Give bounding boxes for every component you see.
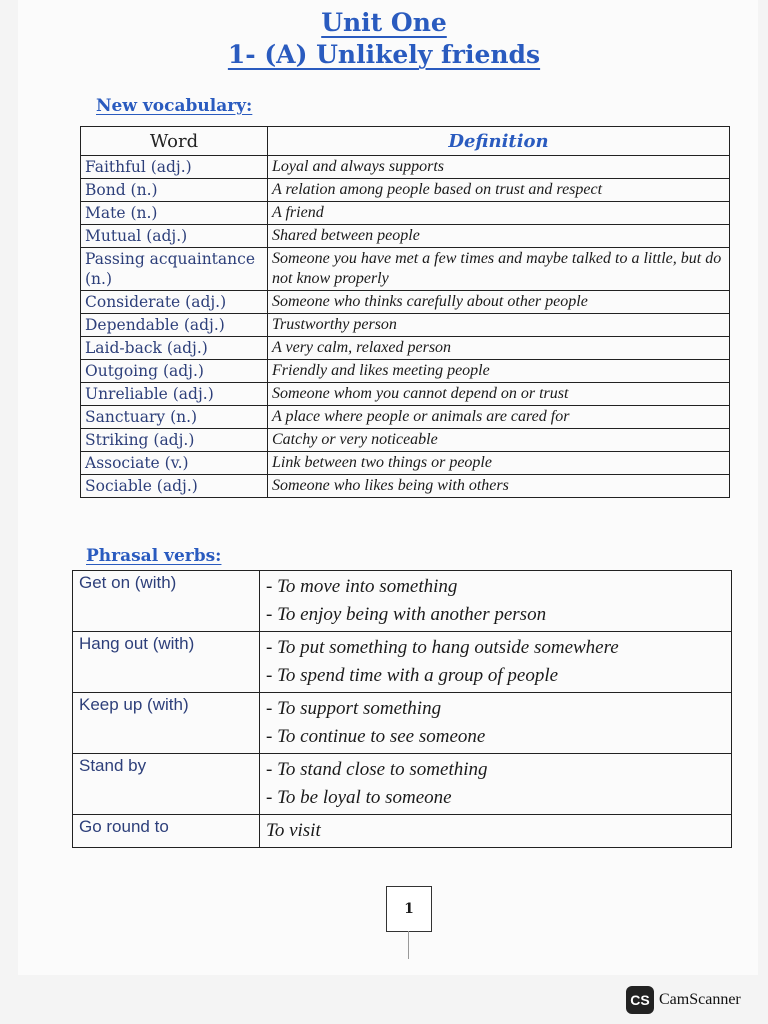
camscanner-logo-icon: CS (626, 986, 654, 1014)
vocab-word: Bond (n.) (81, 179, 268, 202)
unit-title: Unit One (321, 8, 447, 37)
phrasal-meaning: - To continue to see someone (266, 726, 486, 747)
vocabulary-header-row (81, 127, 730, 156)
vocab-word: Outgoing (adj.) (81, 360, 268, 383)
table-row (81, 406, 730, 429)
vocab-word: Sanctuary (n.) (81, 406, 268, 429)
word-column-header: Word (81, 127, 268, 156)
vocab-definition: A place where people or animals are cared for (268, 406, 730, 429)
phrasal-meanings (260, 754, 732, 815)
vocab-word: Unreliable (adj.) (81, 383, 268, 406)
vocab-word: Dependable (adj.) (81, 314, 268, 337)
phrasal-meaning: To visit (266, 820, 321, 841)
camscanner-brand-name: CamScanner (659, 991, 741, 1008)
vocab-word: Mate (n.) (81, 202, 268, 225)
vocab-definition: Catchy or very noticeable (268, 429, 730, 452)
phrasal-verb: Stand by (73, 754, 260, 815)
table-row (81, 179, 730, 202)
table-row (81, 429, 730, 452)
vocab-word: Passing acquaintance (n.) (81, 248, 268, 291)
phrasal-verb: Keep up (with) (73, 693, 260, 754)
camscanner-watermark (626, 986, 741, 1014)
vocabulary-table (80, 126, 730, 498)
phrasal-meaning: - To move into something (266, 576, 458, 597)
page-number-divider (408, 931, 409, 959)
phrasal-meanings (260, 571, 732, 632)
table-row (73, 632, 732, 693)
phrasal-meanings (260, 815, 732, 848)
vocab-definition: A friend (268, 202, 730, 225)
vocab-word: Mutual (adj.) (81, 225, 268, 248)
vocab-definition: Friendly and likes meeting people (268, 360, 730, 383)
vocab-definition: Someone who thinks carefully about other people (268, 291, 730, 314)
table-row (73, 815, 732, 848)
definition-column-header: Definition (268, 127, 730, 156)
table-row (73, 571, 732, 632)
table-row (81, 314, 730, 337)
vocab-definition: A very calm, relaxed person (268, 337, 730, 360)
vocab-definition: Someone you have met a few times and maybe talked to a little, but do not know properly (268, 248, 730, 291)
phrasal-verb: Get on (with) (73, 571, 260, 632)
table-row (81, 337, 730, 360)
phrasal-verb: Hang out (with) (73, 632, 260, 693)
table-row (81, 360, 730, 383)
vocab-word: Striking (adj.) (81, 429, 268, 452)
vocabulary-section-title: New vocabulary: (96, 96, 253, 116)
table-row (81, 248, 730, 291)
table-row (73, 693, 732, 754)
phrasal-meaning: - To be loyal to someone (266, 787, 452, 808)
table-row (81, 291, 730, 314)
vocab-definition: Trustworthy person (268, 314, 730, 337)
page-number: 1 (386, 886, 432, 932)
vocab-definition: Link between two things or people (268, 452, 730, 475)
phrasal-meaning: - To put something to hang outside somewhere (266, 637, 619, 658)
vocab-word: Sociable (adj.) (81, 475, 268, 498)
vocab-word: Associate (v.) (81, 452, 268, 475)
phrasal-meaning: - To enjoy being with another person (266, 604, 547, 625)
vocab-word: Faithful (adj.) (81, 156, 268, 179)
vocab-definition: A relation among people based on trust and respect (268, 179, 730, 202)
table-row (81, 156, 730, 179)
lesson-title: 1- (A) Unlikely friends (227, 40, 541, 69)
vocab-definition: Shared between people (268, 225, 730, 248)
table-row (81, 475, 730, 498)
vocab-definition: Someone who likes being with others (268, 475, 730, 498)
phrasal-meanings (260, 693, 732, 754)
phrasal-meaning: - To spend time with a group of people (266, 665, 559, 686)
phrasal-meaning: - To stand close to something (266, 759, 488, 780)
phrasal-meaning: - To support something (266, 698, 442, 719)
table-row (73, 754, 732, 815)
phrasal-verb: Go round to (73, 815, 260, 848)
table-row (81, 383, 730, 406)
vocab-word: Laid-back (adj.) (81, 337, 268, 360)
table-row (81, 202, 730, 225)
table-row (81, 225, 730, 248)
phrasal-meanings (260, 632, 732, 693)
vocab-word: Considerate (adj.) (81, 291, 268, 314)
phrasal-verbs-table (72, 570, 732, 848)
vocab-definition: Someone whom you cannot depend on or trust (268, 383, 730, 406)
table-row (81, 452, 730, 475)
phrasal-verbs-section-title: Phrasal verbs: (86, 546, 222, 566)
vocab-definition: Loyal and always supports (268, 156, 730, 179)
